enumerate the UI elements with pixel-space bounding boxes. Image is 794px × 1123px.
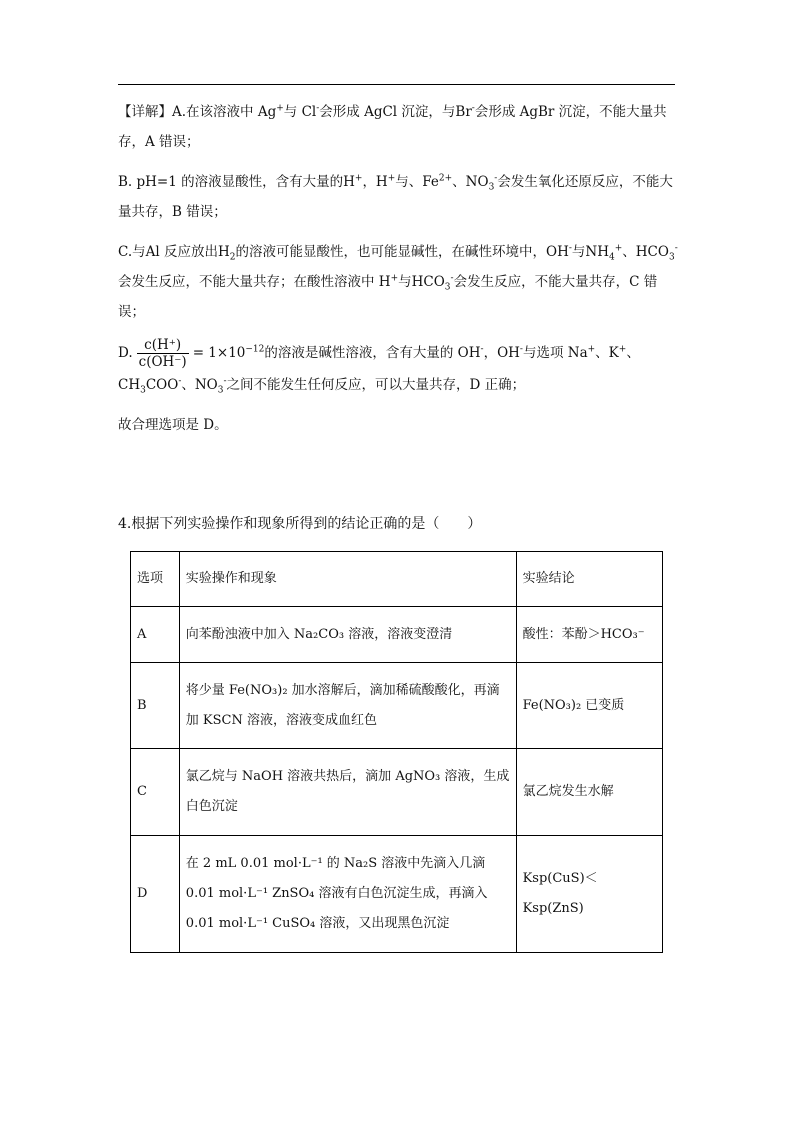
explanation-block	[118, 97, 678, 450]
text: 、CH	[118, 345, 640, 393]
experiment-table	[130, 551, 663, 953]
explanation-conclusion: 故合理选项是 D。	[118, 417, 228, 433]
text: 与HCO	[398, 274, 445, 290]
sup: 2+	[438, 173, 453, 184]
sub: 4	[609, 252, 615, 263]
header-conclusion: 实验结论	[516, 552, 662, 607]
sup: -	[519, 344, 523, 355]
text: 与选项 Na	[522, 345, 588, 361]
text: 与、Fe	[395, 174, 439, 190]
row-operation: 向苯酚浊液中加入 Na₂CO₃ 溶液，溶液变澄清	[179, 607, 516, 663]
row-option: D	[131, 836, 180, 953]
text: 会发生反应，不能大量共存；在酸性溶液中 H	[118, 274, 391, 290]
sub: 3	[488, 182, 495, 193]
sup: -	[223, 376, 227, 387]
text: 、K	[595, 345, 619, 361]
row-operation: 在 2 mL 0.01 mol·L⁻¹ 的 Na₂S 溶液中先滴入几滴 0.01 mol·L⁻¹ ZnSO₄ 溶液有白色沉淀生成，再滴入 0.01 mol·L⁻¹ CuSO₄ 溶液，又出现黑色沉淀	[179, 836, 516, 953]
row-conclusion: Fe(NO₃)₂ 已变质	[516, 663, 662, 749]
sup: +	[614, 243, 623, 254]
text: 会形成 AgCl 沉淀，与Br	[319, 104, 472, 120]
text: 之间不能发生任何反应，可以大量共存，D 正确；	[226, 377, 526, 393]
question-4: 4.根据下列实验操作和现象所得到的结论正确的是（ ）	[118, 516, 482, 532]
text: 、NO	[181, 377, 218, 393]
row-conclusion: 酸性：苯酚＞HCO₃⁻	[516, 607, 662, 663]
text: 、HCO	[622, 244, 669, 260]
sup: −12	[245, 344, 265, 355]
table-row	[131, 663, 663, 749]
sup: -	[480, 344, 484, 355]
fraction	[137, 337, 189, 370]
sup: -	[674, 243, 678, 254]
fraction-denominator: c(OH⁻)	[138, 354, 187, 370]
table-header-row	[131, 552, 663, 607]
sup: +	[618, 344, 627, 355]
explanation-a	[118, 97, 678, 157]
row-conclusion: Ksp(CuS)＜Ksp(ZnS)	[516, 836, 662, 953]
sub: 2	[229, 252, 236, 263]
text: 【详解】A.在该溶液中 Ag	[118, 104, 277, 120]
row-option: C	[131, 749, 180, 836]
sub: 3	[140, 385, 146, 396]
row-conclusion: 氯乙烷发生水解	[516, 749, 662, 836]
row-operation: 氯乙烷与 NaOH 溶液共热后，滴加 AgNO₃ 溶液，生成白色沉淀	[179, 749, 516, 836]
sup: +	[387, 173, 396, 184]
sup: +	[587, 344, 596, 355]
text: D.	[118, 345, 133, 361]
sup: -	[316, 103, 320, 114]
text: = 1×10	[192, 345, 246, 361]
sup: +	[390, 273, 399, 284]
text: 的溶液可能显酸性，也可能显碱性，在碱性环境中，OH	[235, 244, 569, 260]
table-row	[131, 836, 663, 953]
text: C.与Al 反应放出H	[118, 244, 230, 260]
text: 会发生反应，不能大量共存，C 错误；	[118, 274, 658, 320]
row-option: B	[131, 663, 180, 749]
text: 、NO	[452, 174, 489, 190]
text: B. pH=1 的溶液显酸性，含有大量的H	[118, 174, 355, 190]
sup: -	[450, 273, 454, 284]
row-option: A	[131, 607, 180, 663]
text: 会发生氧化还原反应，不能大量共存，B 错误；	[118, 174, 673, 220]
text: ，OH	[483, 345, 520, 361]
explanation-c	[118, 237, 678, 327]
fraction-numerator: c(H⁺)	[137, 337, 189, 354]
text: 的溶液是碱性溶液，含有大量的 OH	[264, 345, 481, 361]
sup: -	[178, 376, 182, 387]
sup: -	[471, 103, 475, 114]
header-option: 选项	[131, 552, 180, 607]
explanation-b	[118, 167, 678, 227]
sup: +	[276, 103, 284, 114]
header-operation: 实验操作和现象	[179, 552, 516, 607]
header-rule	[118, 84, 675, 85]
text: 会形成 AgBr 沉淀，不能大量共存，A 错误；	[118, 104, 667, 150]
sup: +	[354, 173, 363, 184]
explanation-d	[118, 337, 678, 400]
table-row	[131, 749, 663, 836]
text: COO	[145, 377, 179, 393]
sub: 3	[217, 385, 224, 396]
table-row	[131, 607, 663, 663]
sub: 3	[668, 252, 675, 263]
text: ，H	[362, 174, 388, 190]
row-operation: 将少量 Fe(NO₃)₂ 加水溶解后，滴加稀硫酸酸化，再滴加 KSCN 溶液，溶液变成血红色	[179, 663, 516, 749]
text: 与 Cl	[283, 104, 317, 120]
sup: -	[568, 243, 572, 254]
text: 与NH	[571, 244, 609, 260]
sub: 3	[444, 282, 451, 293]
sup: -	[494, 173, 498, 184]
